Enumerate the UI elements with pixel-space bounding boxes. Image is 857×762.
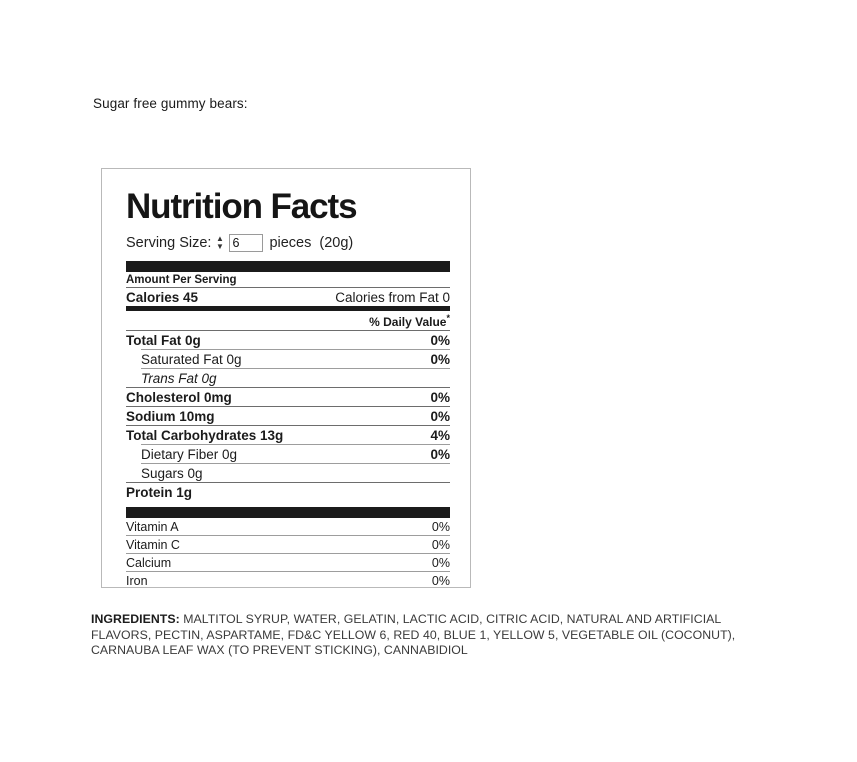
nutrient-name: Cholesterol 0mg bbox=[126, 390, 232, 405]
vitamin-row bbox=[126, 536, 450, 553]
ingredients-heading: INGREDIENTS: bbox=[91, 612, 180, 626]
thick-divider-top bbox=[126, 261, 450, 272]
serving-size-unit: pieces bbox=[269, 235, 312, 251]
ingredients-paragraph bbox=[91, 612, 736, 659]
vitamin-row bbox=[126, 572, 450, 589]
nutrient-value: 0% bbox=[430, 333, 450, 348]
nutrient-value: 4% bbox=[430, 428, 450, 443]
serving-size-weight: (20g) bbox=[319, 235, 354, 251]
nutrient-row bbox=[126, 407, 450, 425]
nutrition-facts-title: Nutrition Facts bbox=[126, 187, 357, 226]
nutrient-row bbox=[126, 388, 450, 406]
nutrient-name: Total Fat 0g bbox=[126, 333, 201, 348]
serving-size-label: Serving Size: bbox=[126, 235, 212, 251]
nutrient-name: Protein 1g bbox=[126, 485, 193, 500]
nutrient-value: 0% bbox=[430, 447, 450, 462]
calories-row bbox=[126, 288, 450, 306]
vitamin-value: 0% bbox=[431, 574, 450, 588]
vitamin-row bbox=[126, 518, 450, 535]
nutrient-name: Sodium 10mg bbox=[126, 409, 215, 424]
vitamin-value: 0% bbox=[431, 520, 450, 534]
daily-value-header bbox=[126, 311, 450, 330]
daily-value-text: % Daily Value bbox=[369, 315, 447, 329]
vitamin-name: Calcium bbox=[126, 556, 172, 570]
vitamin-row bbox=[126, 554, 450, 571]
nutrient-row bbox=[126, 350, 450, 368]
nutrient-name: Sugars 0g bbox=[141, 466, 203, 481]
nutrient-row bbox=[126, 369, 450, 387]
nutrient-row bbox=[126, 426, 450, 444]
vitamin-value: 0% bbox=[431, 538, 450, 552]
intro-paragraph: Sugar free gummy bears: bbox=[93, 96, 248, 111]
nutrition-facts-panel bbox=[101, 168, 471, 588]
calories-label: Calories 45 bbox=[126, 290, 199, 305]
amount-per-serving-label: Amount Per Serving bbox=[126, 274, 237, 286]
serving-size-row bbox=[126, 231, 450, 255]
calories-from-fat-label: Calories from Fat 0 bbox=[335, 290, 450, 305]
nutrient-name: Trans Fat 0g bbox=[141, 371, 217, 386]
nutrient-name: Total Carbohydrates 13g bbox=[126, 428, 284, 443]
nutrient-row bbox=[126, 483, 450, 501]
nutrient-name: Saturated Fat 0g bbox=[141, 352, 242, 367]
nutrient-value: 0% bbox=[430, 390, 450, 405]
nutrient-value: 0% bbox=[430, 352, 450, 367]
thick-divider-bottom bbox=[126, 507, 450, 518]
nutrient-row bbox=[126, 464, 450, 482]
nutrient-row bbox=[126, 445, 450, 463]
vitamin-name: Iron bbox=[126, 574, 148, 588]
vitamin-name: Vitamin C bbox=[126, 538, 180, 552]
daily-value-asterisk: * bbox=[446, 313, 450, 323]
nutrient-row bbox=[126, 331, 450, 349]
chevron-up-icon[interactable]: ▲ bbox=[215, 234, 224, 243]
ingredients-text: MALTITOL SYRUP, WATER, GELATIN, LACTIC ACID, CITRIC ACID, NATURAL AND ARTIFICIAL FLAVORS, PECTIN, ASPARTAME, FD&C YELLOW 6, RED 40, BLUE 1, YELLOW 5, VEGETABLE OIL (COCONUT), CARNAUBA LEAF WAX (TO PREVENT STICKING), CANNABIDIOL bbox=[91, 612, 736, 657]
vitamin-name: Vitamin A bbox=[126, 520, 179, 534]
chevron-down-icon[interactable]: ▼ bbox=[215, 242, 224, 251]
nutrient-name: Dietary Fiber 0g bbox=[141, 447, 238, 462]
vitamin-value: 0% bbox=[431, 556, 450, 570]
serving-size-input[interactable] bbox=[229, 234, 263, 252]
nutrient-value: 0% bbox=[430, 409, 450, 424]
nutrition-facts-inner bbox=[126, 187, 450, 589]
serving-size-stepper[interactable] bbox=[214, 234, 225, 252]
